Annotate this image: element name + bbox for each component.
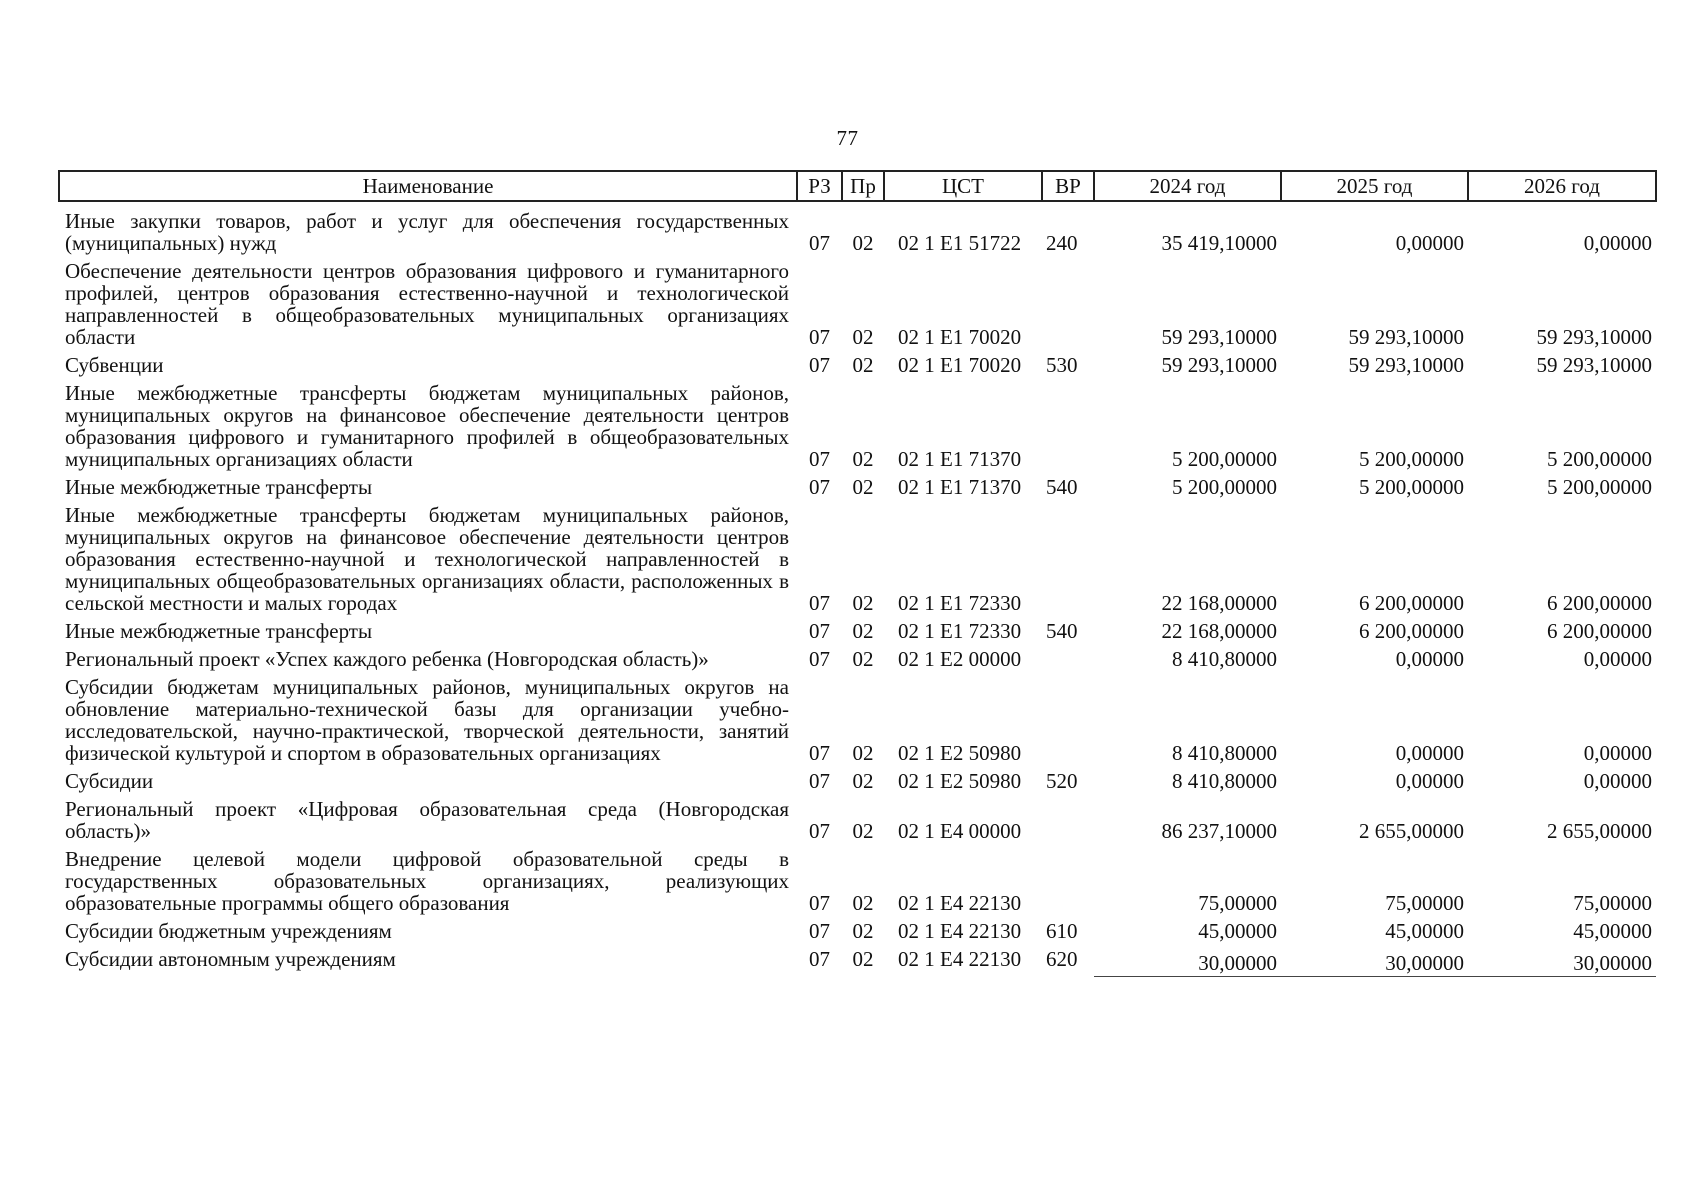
- row-2026: 5 200,00000: [1547, 447, 1652, 471]
- row-2024: 5 200,00000: [1172, 447, 1277, 471]
- row-2026: 45,00000: [1573, 919, 1652, 943]
- row-2025: 0,00000: [1395, 741, 1464, 765]
- row-name: Иные межбюджетные трансферты: [65, 475, 373, 499]
- row-2025: 59 293,10000: [1348, 353, 1464, 377]
- row-name: Субсидии автономным учреждениям: [65, 947, 396, 971]
- row-rz: 07: [809, 819, 830, 843]
- row-vr: [1042, 382, 1094, 476]
- row-vr: 240: [1046, 231, 1078, 255]
- row-pr: 02: [852, 447, 874, 471]
- row-2024: 8 410,80000: [1172, 741, 1277, 765]
- table-row: [59, 504, 1656, 620]
- row-pr: 02: [852, 619, 874, 643]
- row-cst: 02 1 Е4 00000: [898, 819, 1022, 843]
- row-2025: 5 200,00000: [1359, 475, 1464, 499]
- row-2026: 5 200,00000: [1547, 475, 1652, 499]
- row-rz: 07: [809, 619, 830, 643]
- row-vr: [1042, 798, 1094, 848]
- row-2024: 35 419,10000: [1161, 231, 1277, 255]
- row-cst: 02 1 Е1 72330: [898, 591, 1022, 615]
- table-row: [59, 620, 1656, 648]
- row-rz: 07: [809, 891, 830, 915]
- header-name: Наименование: [59, 171, 797, 201]
- row-2024: 8 410,80000: [1172, 647, 1277, 671]
- row-cst: 02 1 Е1 70020: [898, 353, 1022, 377]
- row-cst: 02 1 Е2 50980: [898, 741, 1022, 765]
- row-2024: 86 237,10000: [1161, 819, 1277, 843]
- row-2026: 59 293,10000: [1536, 353, 1652, 377]
- row-rz: 07: [809, 741, 830, 765]
- row-cst: 02 1 Е1 71370: [898, 475, 1022, 499]
- row-2024: 59 293,10000: [1161, 325, 1277, 349]
- table-row: [59, 848, 1656, 920]
- row-2026: 2 655,00000: [1547, 819, 1652, 843]
- row-rz: 07: [809, 591, 830, 615]
- table-row: [59, 770, 1656, 798]
- row-pr: 02: [852, 591, 874, 615]
- row-vr: 520: [1046, 769, 1078, 793]
- row-rz: 07: [809, 325, 830, 349]
- row-rz: 07: [809, 947, 830, 971]
- table-row: [59, 201, 1656, 260]
- row-name: Обеспечение деятельности центров образования цифрового и гуманитарного профилей, центров образования естественно-научной и технологической направленностей в общеобразовательных муниципальных организациях области: [65, 259, 789, 349]
- row-2024: 45,00000: [1198, 919, 1277, 943]
- page-number: 77: [836, 126, 859, 150]
- row-name: Иные закупки товаров, работ и услуг для обеспечения государственных (муниципальных) нужд: [65, 209, 789, 255]
- row-cst: 02 1 Е2 50980: [898, 769, 1022, 793]
- row-rz: 07: [809, 353, 830, 377]
- table-header-row: [59, 171, 1656, 201]
- row-vr: [1042, 504, 1094, 620]
- row-2026: 0,00000: [1583, 647, 1652, 671]
- row-name: Внедрение целевой модели цифровой образовательной среды в государственных образовательных организациях, реализующих образовательные программы общего образования: [65, 847, 789, 915]
- row-rz: 07: [809, 647, 830, 671]
- row-2026: 59 293,10000: [1536, 325, 1652, 349]
- row-vr: [1042, 848, 1094, 920]
- row-2024: 8 410,80000: [1172, 769, 1277, 793]
- table-row: [59, 260, 1656, 354]
- row-rz: 07: [809, 475, 830, 499]
- header-2024: 2024 год: [1094, 171, 1281, 201]
- row-2026: 0,00000: [1583, 231, 1652, 255]
- row-2024: 5 200,00000: [1172, 475, 1277, 499]
- row-2025: 45,00000: [1385, 919, 1464, 943]
- table-row: [59, 648, 1656, 676]
- table-row: [59, 676, 1656, 770]
- row-name: Иные межбюджетные трансферты: [65, 619, 373, 643]
- row-name: Региональный проект «Цифровая образовательная среда (Новгородская область)»: [65, 797, 789, 843]
- row-vr: 620: [1046, 947, 1078, 971]
- row-2025: 0,00000: [1395, 231, 1464, 255]
- row-rz: 07: [809, 447, 830, 471]
- row-name: Региональный проект «Успех каждого ребенка (Новгородская область)»: [65, 647, 709, 671]
- table-row: [59, 948, 1656, 976]
- row-2026: 30,00000: [1468, 948, 1656, 976]
- row-2025: 6 200,00000: [1359, 591, 1464, 615]
- row-name: Субсидии бюджетам муниципальных районов, муниципальных округов на обновление материально-технической базы для организации учебно-исследовательской, научно-практической, творческой деятельности, занятий физической культурой и спортом в образовательных организациях: [65, 675, 789, 765]
- row-pr: 02: [852, 353, 874, 377]
- row-2025: 59 293,10000: [1348, 325, 1464, 349]
- row-2024: 22 168,00000: [1161, 591, 1277, 615]
- table-row: [59, 798, 1656, 848]
- header-vr: ВР: [1042, 171, 1094, 201]
- row-cst: 02 1 Е4 22130: [898, 947, 1022, 971]
- row-cst: 02 1 Е4 22130: [898, 919, 1022, 943]
- row-2025: 75,00000: [1385, 891, 1464, 915]
- table-row: [59, 354, 1656, 382]
- row-2024: 30,00000: [1094, 948, 1281, 976]
- row-2026: 0,00000: [1583, 741, 1652, 765]
- table-row: [59, 920, 1656, 948]
- row-2026: 0,00000: [1583, 769, 1652, 793]
- row-vr: [1042, 260, 1094, 354]
- row-vr: [1042, 648, 1094, 676]
- row-rz: 07: [809, 769, 830, 793]
- row-pr: 02: [852, 819, 874, 843]
- row-pr: 02: [852, 325, 874, 349]
- header-cst: ЦСТ: [884, 171, 1042, 201]
- row-name: Субвенции: [65, 353, 164, 377]
- row-2025: 30,00000: [1281, 948, 1468, 976]
- row-pr: 02: [852, 647, 874, 671]
- row-cst: 02 1 Е1 51722: [898, 231, 1022, 255]
- table-row: [59, 476, 1656, 504]
- header-rz: РЗ: [797, 171, 842, 201]
- row-2025: 2 655,00000: [1359, 819, 1464, 843]
- row-2025: 6 200,00000: [1359, 619, 1464, 643]
- row-pr: 02: [852, 947, 874, 971]
- row-vr: 530: [1046, 353, 1078, 377]
- table-body: [59, 201, 1656, 976]
- budget-table: [58, 170, 1657, 977]
- row-2025: 0,00000: [1395, 647, 1464, 671]
- row-2024: 22 168,00000: [1161, 619, 1277, 643]
- row-2025: 0,00000: [1395, 769, 1464, 793]
- row-2024: 59 293,10000: [1161, 353, 1277, 377]
- row-rz: 07: [809, 919, 830, 943]
- header-2025: 2025 год: [1281, 171, 1468, 201]
- row-cst: 02 1 Е4 22130: [898, 891, 1022, 915]
- row-pr: 02: [852, 891, 874, 915]
- row-2025: 5 200,00000: [1359, 447, 1464, 471]
- row-2024: 75,00000: [1198, 891, 1277, 915]
- row-pr: 02: [852, 769, 874, 793]
- row-2026: 75,00000: [1573, 891, 1652, 915]
- row-pr: 02: [852, 919, 874, 943]
- row-vr: 540: [1046, 619, 1078, 643]
- row-pr: 02: [852, 475, 874, 499]
- row-pr: 02: [852, 231, 874, 255]
- row-name: Иные межбюджетные трансферты бюджетам муниципальных районов, муниципальных округов на финансовое обеспечение деятельности центров образования цифрового и гуманитарного профилей в общеобразовательных муниципальных организациях области: [65, 381, 789, 471]
- row-cst: 02 1 Е2 00000: [898, 647, 1022, 671]
- row-vr: 540: [1046, 475, 1078, 499]
- header-pr: Пр: [842, 171, 884, 201]
- row-2026: 6 200,00000: [1547, 619, 1652, 643]
- row-name: Субсидии бюджетным учреждениям: [65, 919, 392, 943]
- table-row: [59, 382, 1656, 476]
- row-vr: 610: [1046, 919, 1078, 943]
- row-name: Субсидии: [65, 769, 154, 793]
- row-cst: 02 1 Е1 71370: [898, 447, 1022, 471]
- header-2026: 2026 год: [1468, 171, 1656, 201]
- row-pr: 02: [852, 741, 874, 765]
- row-2026: 6 200,00000: [1547, 591, 1652, 615]
- row-vr: [1042, 676, 1094, 770]
- row-rz: 07: [809, 231, 830, 255]
- row-name: Иные межбюджетные трансферты бюджетам муниципальных районов, муниципальных округов на финансовое обеспечение деятельности центров образования естественно-научной и технологической направленностей в муниципальных общеобразовательных организациях области, расположенных в сельской местности и малых городах: [65, 503, 789, 615]
- row-cst: 02 1 Е1 72330: [898, 619, 1022, 643]
- row-cst: 02 1 Е1 70020: [898, 325, 1022, 349]
